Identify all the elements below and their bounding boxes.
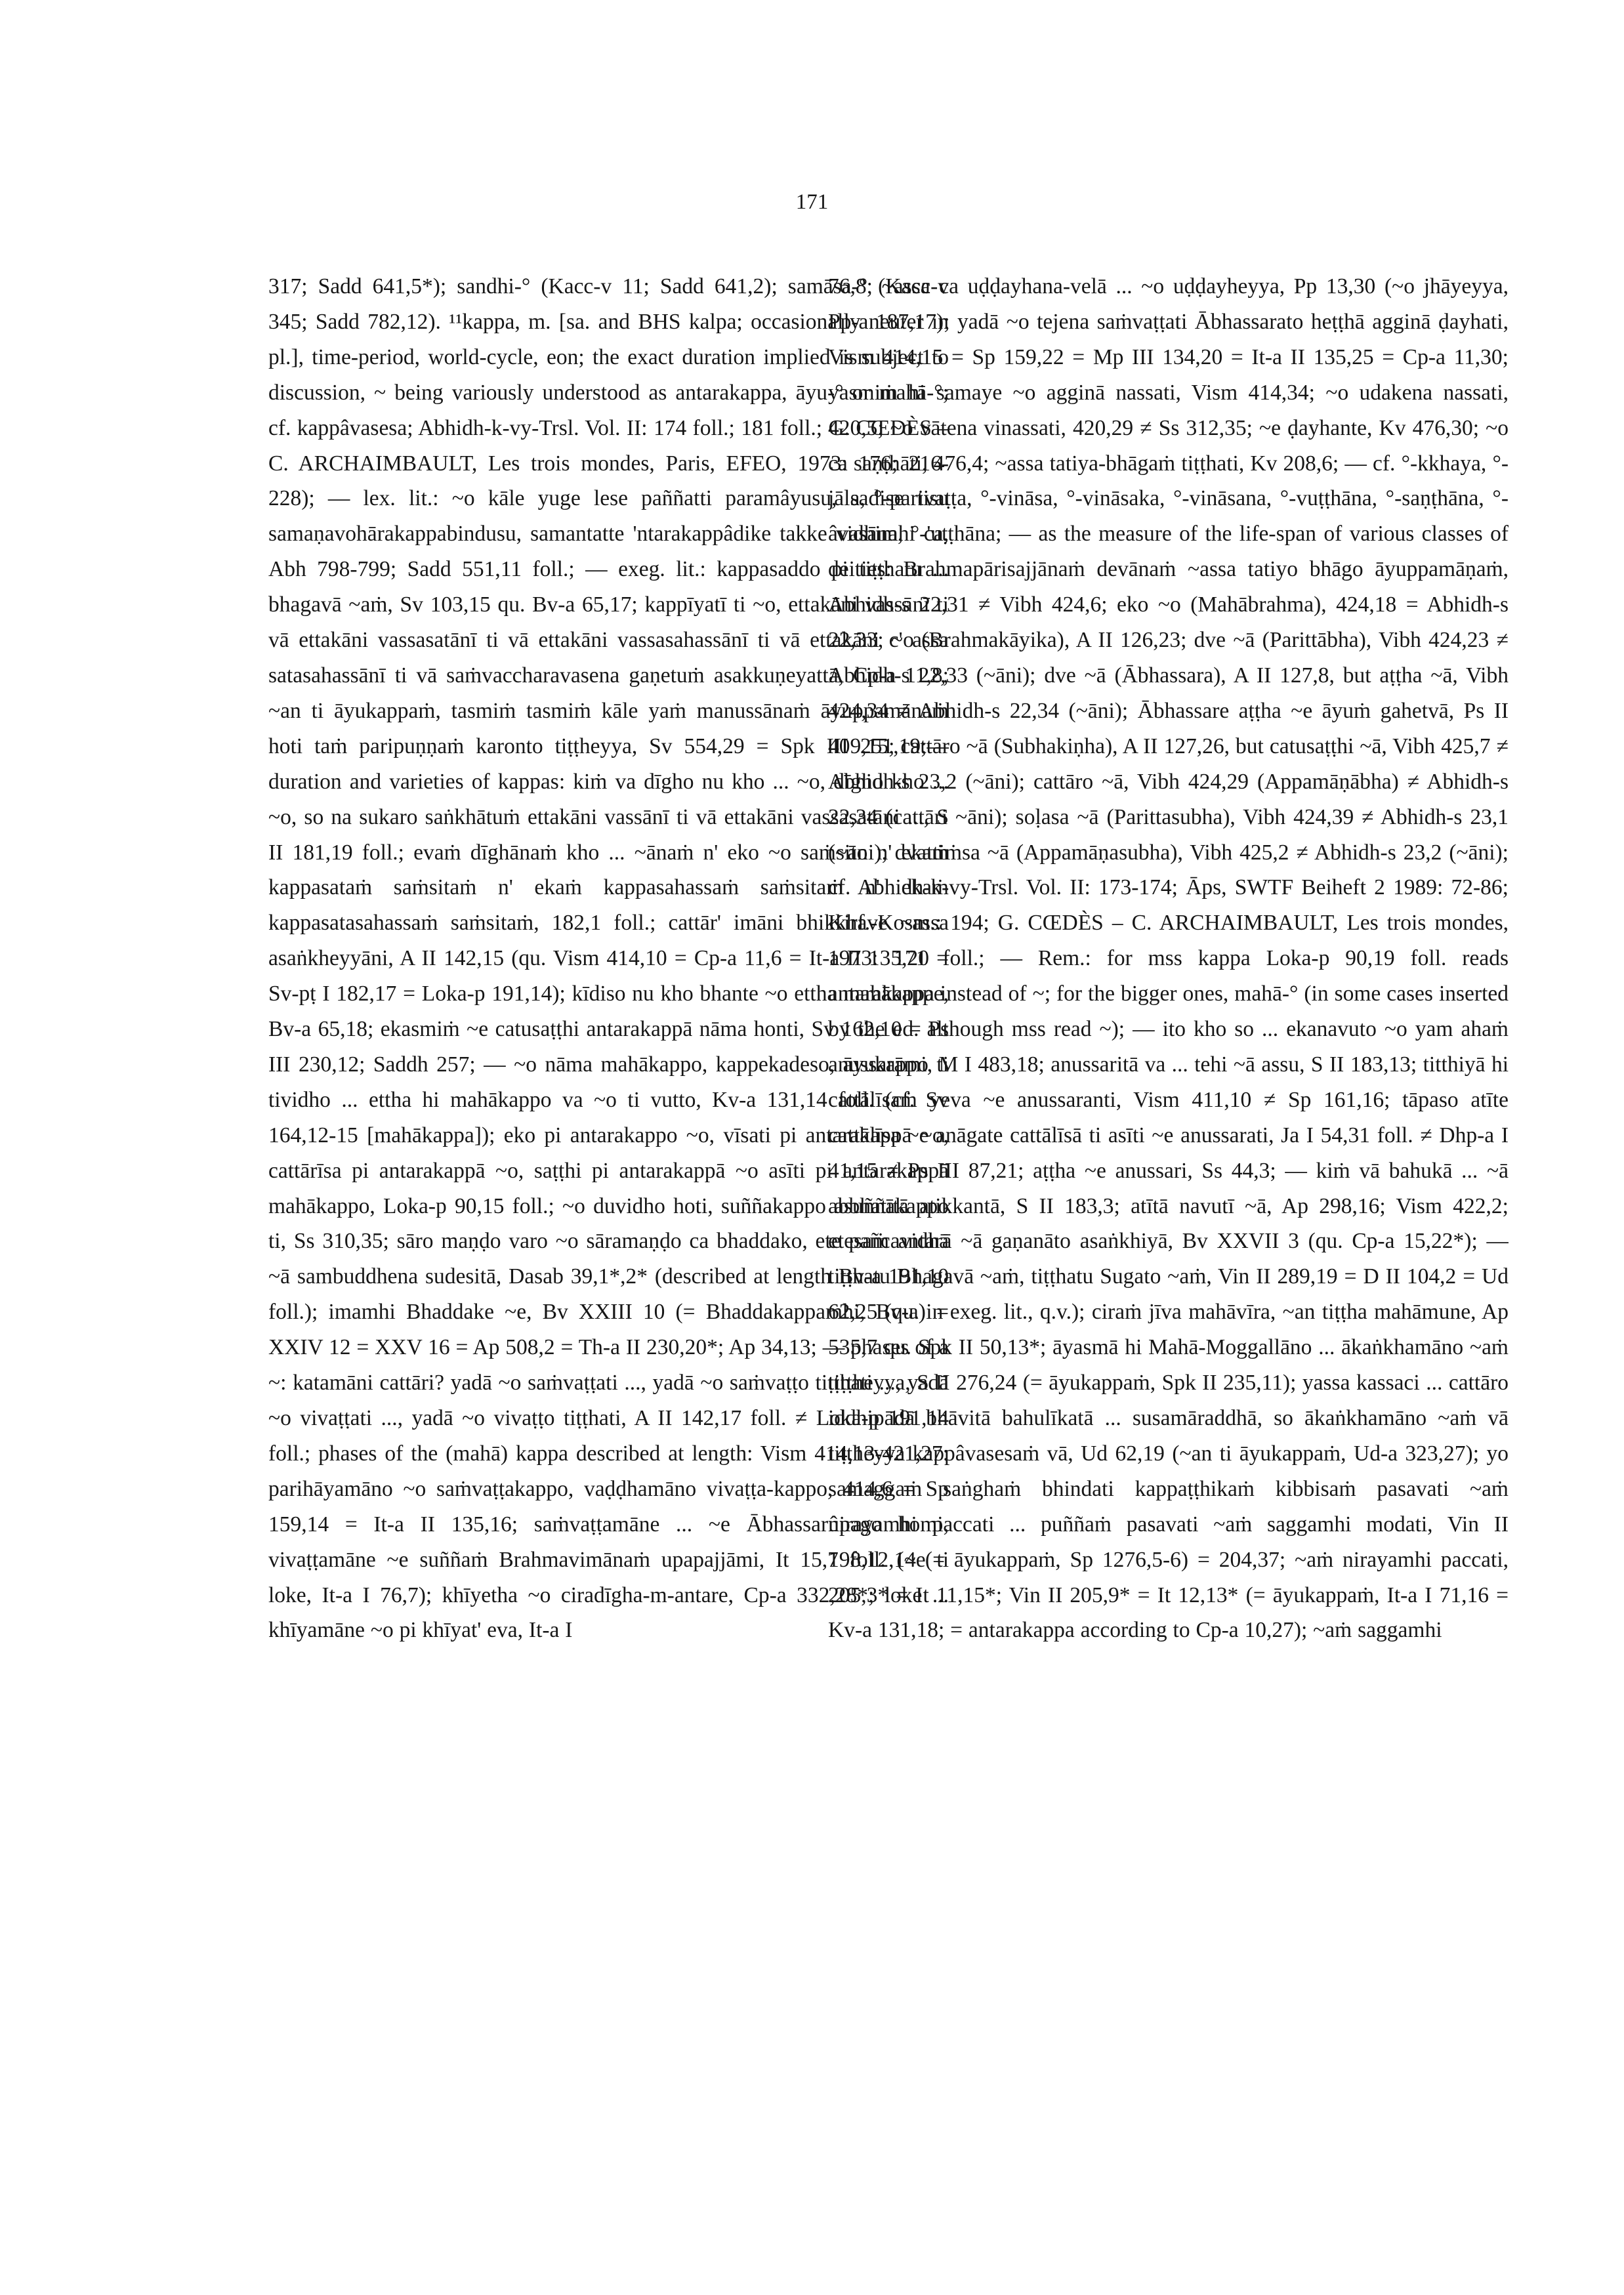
left-column-text: 317; Sadd 641,5*); sandhi-° (Kacc-v 11; Sadd 641,2); samāsa-° (Kacc-v 345; Sadd 782,12). ¹¹kappa, m. [sa. and BHS kalpa; occasionally neuter in pl.], time-period, world-cycle, eon; the exact duration implied is subject to discussion, ~ being variously understood as antarakappa, āyu-° or mahā-°; cf. kappâvasesa; Abhidh-k-vy-Trsl. Vol. II: 174 foll.; 181 foll.; G. CŒDÈS – C. ARCHAIMBAULT, Les trois mondes, Paris, EFEO, 1973: 176; 216-228); — lex. lit.: ~o kāle yuge lese paññatti paramâyusu, sadise tisu samaṇavohārakappabindusu, samantatte 'ntarakappâdike takke vidhimhi ca, Abh 798-799; Sadd 551,11 foll.; — exeg. lit.: kappasaddo pi tiṭṭhatu ... bhagavā ~aṁ, Sv 103,15 qu. Bv-a 65,17; kappīyatī ti ~o, ettakāni vassānī ti vā ettakāni vassasatānī ti vā ettakāni vassasahassānī ti vā ettakāni c' assa satasahassānī ti vā saṁvaccharavasena gaṇetuṁ asakkuṇeyattā, Cp-a 11,8; ~an ti āyukappaṁ, tasmiṁ tasmiṁ kāle yaṁ manussānaṁ āyuppamānaṁ hoti taṁ paripuṇṇaṁ karonto tiṭṭheyya, Sv 554,29 = Spk III 251,19;— duration and varieties of kappas: kiṁ va dīgho nu kho ... ~o, dīgho kho ... ~o, so na sukaro saṅkhātuṁ ettakāni vassānī ti vā ettakāni vassasatāni ..., S II 181,19 foll.; evaṁ dīghānaṁ kho ... ~ānaṁ n' eko ~o saṁsito n' ekaṁ kappasataṁ saṁsitaṁ n' ekaṁ kappasahassaṁ saṁsitaṁ n' ekaṁ kappasatasahassaṁ saṁsitaṁ, 182,1 foll.; cattār' imāni bhikkhave ~assa asaṅkheyyāni, A II 142,15 (qu. Vism 414,10 = Cp-a 11,6 = It-a II 135,20 = Sv-pṭ I 182,17 = Loka-p 191,14); kīdiso nu kho bhante ~o ettha mahākappe, Bv-a 65,18; ekasmiṁ ~e catusaṭṭhi antarakappā nāma honti, Sv 162,10 = Ps III 230,12; Saddh 257; — ~o nāma mahākappo, kappekadeso, āyukappo ti tividho ... ettha hi mahākappo va ~o ti vutto, Kv-a 131,14 foll. (cf. Sv 164,12-15 [mahākappa]); eko pi antarakappo ~o, vīsati pi antarakappā ~o, cattārīsa pi antarakappā ~o, saṭṭhi pi antarakappā ~o asīti pi antarakappā mahākappo, Loka-p 90,15 foll.; ~o duvidho hoti, suññakappo asuññakappo ti, Ss 310,35; sāro maṇḍo varo ~o sāramaṇḍo ca bhaddako, ete pañcavidhā ~ā sambuddhena sudesitā, Dasab 39,1*,2* (described at length Bv-a 191,10 foll.); imamhi Bhaddake ~e, Bv XXIII 10 (= Bhaddakappamhi, Bv-a) = XXIV 12 = XXV 16 = Ap 508,2 = Th-a II 230,20*; Ap 34,13; — phases of a ~: katamāni cattāri? yadā ~o saṁvaṭṭati ..., yadā ~o saṁvaṭṭo tiṭṭhati ..., yadā ~o vivaṭṭati ..., yadā ~o vivaṭṭo tiṭṭhati, A II 142,17 foll. ≠ Loka-p 191,14 foll.; phases of the (mahā) kappa described at length: Vism 414,13-421,27: parihāyamāno ~o saṁvaṭṭakappo, vaḍḍhamāno vivaṭṭa-kappo, 414,6 = Sp 159,14 = It-a II 135,16; saṁvaṭṭamāne ... ~e Ābhassarûpago homi, vivaṭṭamāne ~e suññaṁ Brahmavimānaṁ upapajjāmi, It 15,7 foll. (~e ti loke, It-a I 76,7); khīyetha ~o ciradīgha-m-antare, Cp-a 332,28*; loke ... khīyamāne ~o pi khīyat' eva, It-a I (268, 274, 949, 1643)
page-number: 171 (795, 190, 829, 214)
right-column-text: 76,8; ~assa ca uḍḍayhana-velā ... ~o uḍḍayheyya, Pp 13,30 (~o jhāyeyya, Pp-a 187,17); yadā ~o tejena saṁvaṭṭati Ābhassarato heṭṭhā agginā ḍayhati, Vism 414,15 = Sp 159,22 = Mp III 134,20 = It-a II 135,25 = Cp-a 11,30; yasmiṁ hi samaye ~o agginā nassati, Vism 414,34; ~o udakena nassati, 420,5; ~o vātena vinassati, 420,29 ≠ Ss 312,35; ~e ḍayhante, Kv 476,30; ~o ca saṇṭhāti, 476,4; ~assa tatiya-bhāgaṁ tiṭṭhati, Kv 208,6; — cf. °-kkhaya, °-jāla, °-parivaṭṭa, °-vināsa, °-vināsaka, °-vināsana, °-vuṭṭhāna, °-saṇṭhāna, °-âvasāna, °-'uṭṭhāna; — as the measure of the life-span of various classes of deities: Brahmapārisajjānaṁ devānaṁ ~assa tatiyo bhāgo āyuppamāṇaṁ, Abhidh-s 22,31 ≠ Vibh 424,6; eko ~o (Mahābrahma), 424,18 = Abhidh-s 22,33; ~o (Brahmakāyika), A II 126,23; dve ~ā (Parittābha), Vibh 424,23 ≠ Abhidh-s 22,33 (~āni); dve ~ā (Ābhassara), A II 127,8, but aṭṭha ~ā, Vibh 424,34 ≠ Abhidh-s 22,34 (~āni); Ābhassare aṭṭha ~e āyuṁ gahetvā, Ps II 409,15; cattāro ~ā (Subhakiṇha), A II 127,26, but catusaṭṭhi ~ā, Vibh 425,7 ≠ Abhidh-s 23,2 (~āni); cattāro ~ā, Vibh 424,29 (Appamāṇābha) ≠ Abhidh-s 22,34 (cattāri ~āni); soḷasa ~ā (Parittasubha), Vibh 424,39 ≠ Abhidh-s 23,1 (~āni); dvattiṁsa ~ā (Appamāṇasubha), Vibh 425,2 ≠ Abhidh-s 23,2 (~āni); cf. Abhidh-k-vy-Trsl. Vol. II: 173-174; Āps, SWTF Beiheft 2 1989: 72-86; Kirf.-Kosm.: 194; G. CŒDÈS – C. ARCHAIMBAULT, Les trois mondes, 1973: 171 foll.; — Rem.: for mss kappa Loka-p 90,19 foll. reads antarakappa instead of ~; for the bigger ones, mahā-° (in some cases inserted by the ed. although mss read ~); — ito kho so ... ekanavuto ~o yam ahaṁ anussarāmi, M I 483,18; anussaritā va ... tehi ~ā assu, S II 183,13; titthiyā hi cattālīsaṁ yeva ~e anussaranti, Vism 411,10 ≠ Sp 161,16; tāpaso atīte cattālīsa ~e anāgate cattālīsā ti asīti ~e anussarati, Ja I 54,31 foll. ≠ Dhp-a I 41,15 ≠ Ps III 87,21; aṭṭha ~e anussari, Ss 44,3; — kiṁ vā bahukā ... ~ā abbhatītā atikkantā, S II 183,3; atītā navutī ~ā, Ap 298,16; Vism 422,2; etesaṁ antarā ~ā gaṇanāto asaṅkhiyā, Bv XXVII 3 (qu. Cp-a 15,22*); — tiṭṭhatu Bhagavā ~aṁ, tiṭṭhatu Sugato ~aṁ, Vin II 289,19 = D II 104,2 = Ud 62,25 (qu. in exeg. lit., q.v.); ciraṁ jīva mahāvīra, ~an tiṭṭha mahāmune, Ap 535,7 qu. Spk II 50,13*; āyasmā hi Mahā-Moggallāno ... ākaṅkhamāno ~aṁ tiṭṭheyya, S II 276,24 (= āyukappaṁ, Spk II 235,11); yassa kassaci ... cattāro iddhipādā bhāvitā bahulīkatā ... susamāraddhā, so ākaṅkhamāno ~aṁ vā tiṭṭheyya kappâvasesaṁ vā, Ud 62,19 (~an ti āyukappaṁ, Ud-a 323,27); yo samaggaṁ saṅghaṁ bhindati kappaṭṭhikaṁ kibbisaṁ pasavati ~aṁ nirayamhi paccati ... puññaṁ pasavati ~aṁ saggamhi modati, Vin II 198,12,14 (= āyukappaṁ, Sp 1276,5-6) = 204,37; ~aṁ nirayamhi paccati, 205,3* = It 11,15*; Vin II 205,9* = It 12,13* (= āyukappaṁ, It-a I 71,16 = Kv-a 131,18; = antarakappa according to Cp-a 10,27); ~aṁ saggamhi (828, 274, 1509, 1643)
right-column (828, 269, 1509, 2159)
